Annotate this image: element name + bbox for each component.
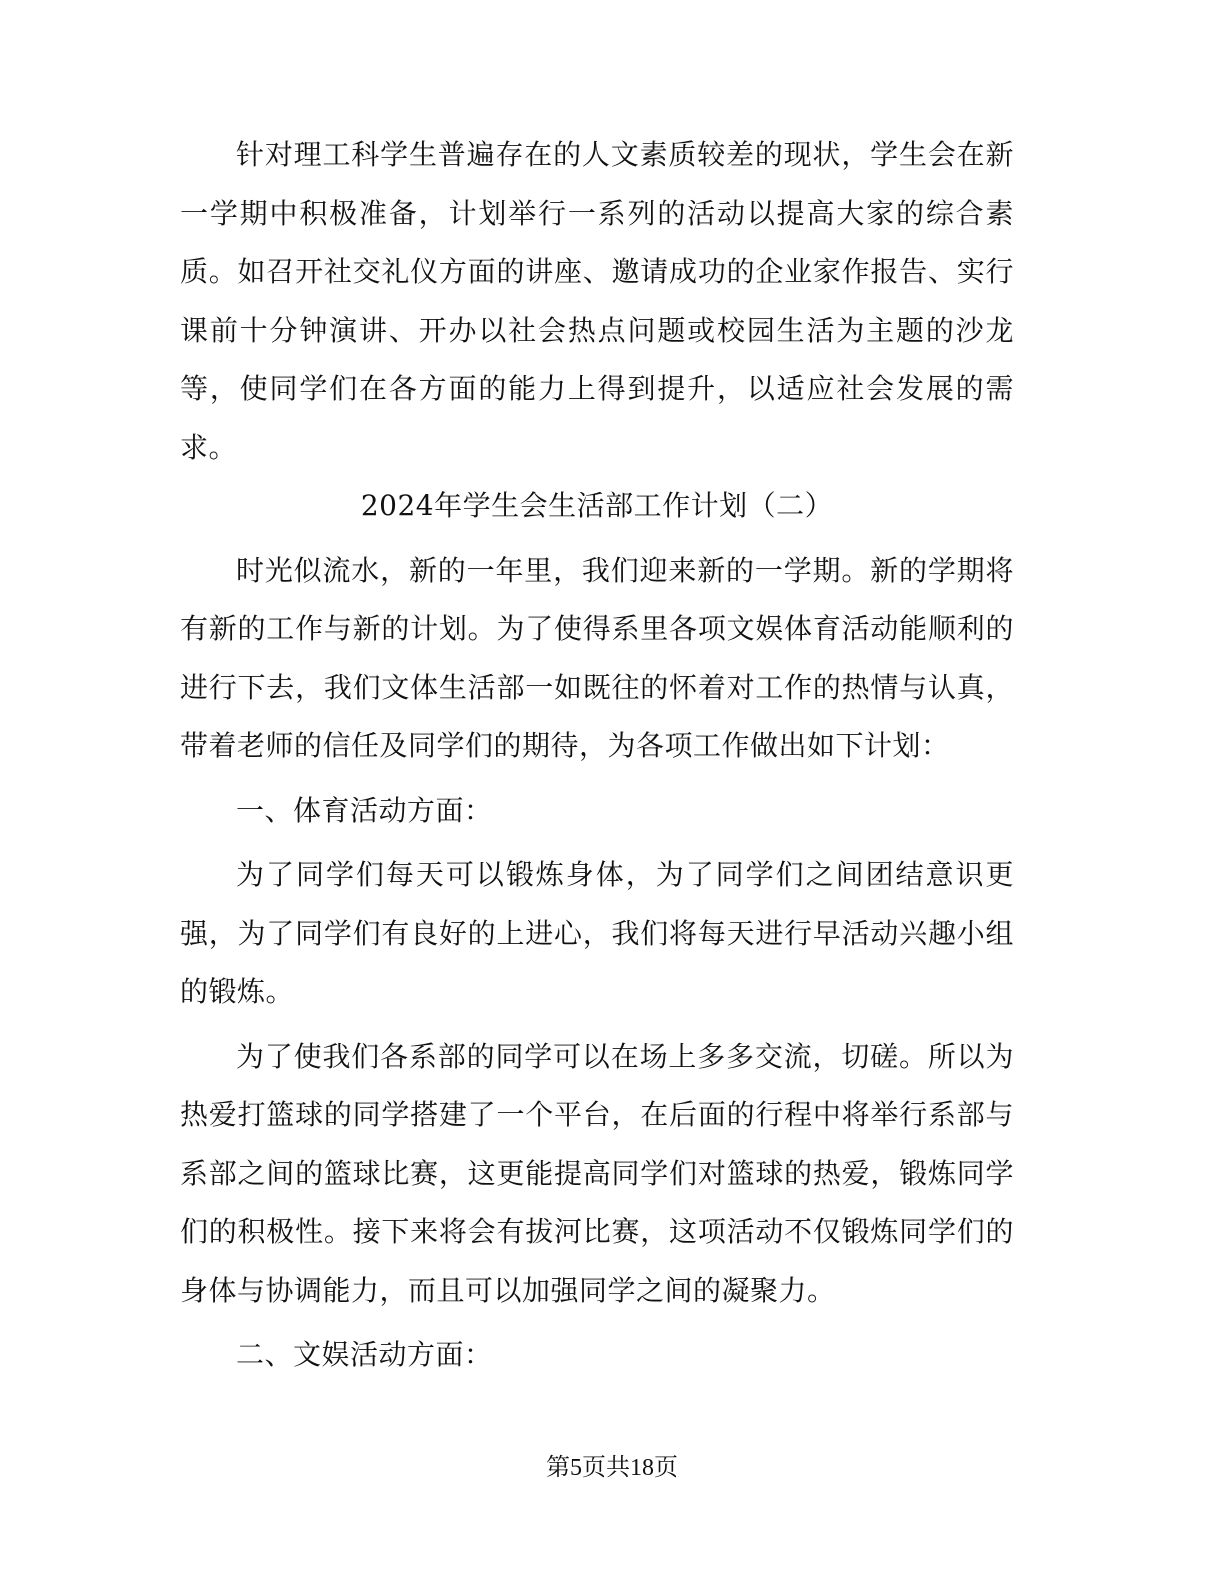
paragraph-sports-2: 为了使我们各系部的同学可以在场上多多交流，切磋。所以为热爱打篮球的同学搭建了一个平台，在后面的行程中将举行系部与系部之间的篮球比赛，这更能提高同学们对篮球的热爱，锻炼同学们的积极性。接下来将会有拔河比赛，这项活动不仅锻炼同学们的身体与协调能力，而且可以加强同学之间的凝聚力。	[180, 1039, 1014, 1307]
paragraph-intro-previous: 针对理工科学生普遍存在的人文素质较差的现状，学生会在新一学期中积极准备，计划举行一系列的活动以提高大家的综合素质。如召开社交礼仪方面的讲座、邀请成功的企业家作报告、实行课前十分钟演讲、开办以社会热点问题或校园生活为主题的沙龙等，使同学们在各方面的能力上得到提升，以适应社会发展的需求。	[180, 138, 1014, 464]
page-number: 第5页共18页	[546, 1455, 678, 1481]
paragraph-sports-1: 为了同学们每天可以锻炼身体，为了同学们之间团结意识更强，为了同学们有良好的上进心，我们将每天进行早活动兴趣小组的锻炼。	[180, 858, 1014, 1008]
section-title: 2024年学生会生活部工作计划（二）	[360, 489, 834, 522]
paragraph-intro: 时光似流水，新的一年里，我们迎来新的一学期。新的学期将有新的工作与新的计划。为了使得系里各项文娱体育活动能顺利的进行下去，我们文体生活部一如既往的怀着对工作的热情与认真，带着老师的信任及同学们的期待，为各项工作做出如下计划：	[180, 553, 1014, 762]
heading-sports: 一、体育活动方面：	[236, 793, 493, 827]
document-body	[180, 126, 1014, 1385]
heading-entertainment: 二、文娱活动方面：	[236, 1338, 493, 1371]
